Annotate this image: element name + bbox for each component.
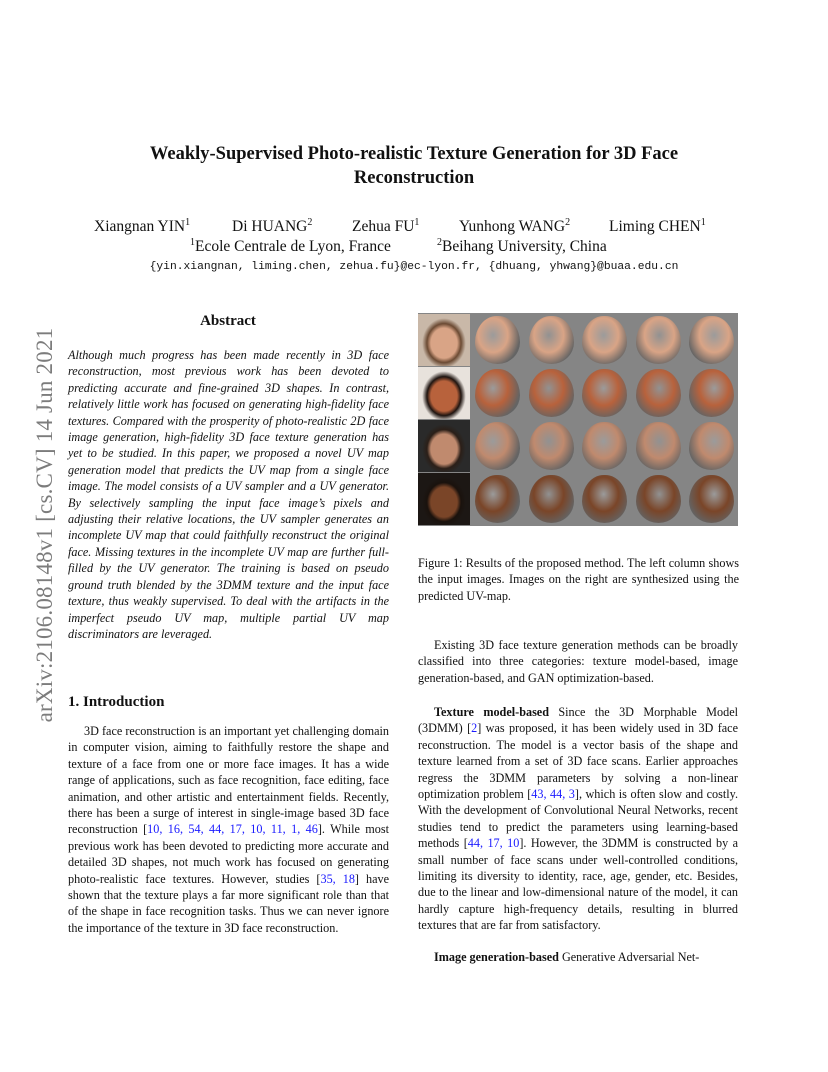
synthesized-face <box>582 369 627 417</box>
input-face-photo <box>418 367 470 419</box>
synthesized-face <box>529 316 574 364</box>
synthesized-face <box>529 369 574 417</box>
abstract-body: Although much progress has been made recently in 3D face reconstruction, most previous work has been devoted to predicting accurate and fine-grained 3D shapes. In contrast, relatively little work has focused on generating high-fidelity face textures. Compared with the prosperity of photo-realistic 2D face image generation, high-fidelity 3D face texture generation has yet to be studied. In this paper, we proposed a novel UV map generation model that predicts the UV map from a single face image. The model consists of a UV sampler and a UV generator. By selectively sampling the input face image’s pixels and adjusting their relative locations, the UV sampler generates an incomplete UV map that could faithfully reconstruct the original face. Missing textures in the incomplete UV map are further full-filled by the UV generator. The training is based on pseudo ground truth blended by the 3DMM texture and the input face texture, thus weakly supervised. To deal with the artifacts in the imperfect pseudo UV map, multiple partial UV map discriminators are leveraged. <box>68 348 389 641</box>
synthesized-face <box>636 422 681 470</box>
body-paragraph: Texture model-based Since the 3D Morphable Model (3DMM) [2] was proposed, it has been widely used in 3D face reconstruction. The model is a vector basis of the shape and texture learned from a set of 3D face scans. Earlier approaches regress the 3DMM parameters by solving a non-linear optimization problem [43, 44, 3], which is often slow and costly. With the development of Convolutional Neural Networks, recent studies tend to predict the parameters using learning-based methods [44, 17, 10]. However, the 3DMM is constructed by a small number of face scans under well-controlled conditions, limiting its diversity to identity, race, age, gender, etc. Besides, due to the linear and low-dimensional nature of the model, it can hardly capture high-frequency details, resulting in blurred textures that are far from satisfactory. <box>418 705 739 933</box>
synthesized-face <box>689 316 734 364</box>
author: Liming CHEN$^1$ <box>609 216 706 235</box>
synthesized-face <box>475 475 520 523</box>
synthesized-face <box>582 422 627 470</box>
introduction-paragraph: 3D face reconstruction is an important yet challenging domain in computer vision, aiming to faithfully restore the shape and texture of a face from one or more face images. It has a wide range of applications, such as face recognition, face editing, face animation, and other artistic and entertainment fields. Recently, there has been a surge of interest in single-image based 3D face reconstruction [10, 16, 54, 44, 17, 10, 11, 1, 46]. While most previous work has been devoted to predicting more accurate and detailed 3D shapes, not much work has focused on generating photo-realistic face textures. However, studies [35, 18] have shown that the texture plays a far more significant role than that of the shape in face recognition tasks. Thus we can never ignore the importance of the texture in 3D face reconstruction. <box>68 724 389 935</box>
introduction-heading: 1. Introduction <box>68 694 165 710</box>
synthesized-face <box>636 316 681 364</box>
affiliation: $^1$Ecole Centrale de Lyon, France <box>190 236 391 255</box>
body-paragraph: Image generation-based Generative Adversarial Net- <box>434 950 700 964</box>
synthesized-face <box>475 316 520 364</box>
author: Zehua $FU^1$ <box>352 216 420 235</box>
input-face-photo <box>418 420 470 472</box>
synthesized-face <box>689 422 734 470</box>
body-paragraph: Existing 3D face texture generation methods can be broadly classified into three categories: texture model-based, image generation-based, and GAN optimization-based. <box>418 638 738 685</box>
arxiv-stamp <box>20 290 70 760</box>
abstract-heading: Abstract <box>200 313 256 329</box>
input-face-photo <box>418 473 470 525</box>
author: Di HUANG$^2$ <box>232 216 313 235</box>
synthesized-face <box>689 369 734 417</box>
paper-title: Weakly-Supervised Photo-realistic Texture Generation for 3D Face Reconstruction <box>149 144 679 188</box>
synthesized-face <box>529 422 574 470</box>
author: Yunhong WANG$^2$ <box>459 216 571 235</box>
affiliation: $^2$Beihang University, China <box>437 236 607 255</box>
citation-link[interactable]: 2 <box>471 721 478 736</box>
author: Xiangnan YIN$^1$ <box>94 216 191 235</box>
citation-link[interactable]: 10, 16, 54, 44, 17, 10, 11, 1, 46 <box>147 822 318 837</box>
citation-link[interactable]: 43, 44, 3 <box>531 787 575 802</box>
synthesized-face <box>582 475 627 523</box>
synthesized-face <box>689 475 734 523</box>
synthesized-face <box>475 369 520 417</box>
input-face-photo <box>418 314 470 366</box>
figure-caption: Figure 1: Results of the proposed method. The left column shows the input images. Images on the right are synthesized using the predicted UV-map. <box>418 556 739 603</box>
synthesized-face <box>636 475 681 523</box>
citation-link[interactable]: 35, 18 <box>320 871 355 886</box>
synthesized-face <box>582 316 627 364</box>
citation-link[interactable]: 44, 17, 10 <box>467 836 520 851</box>
synthesized-face <box>475 422 520 470</box>
figure-1-image <box>418 313 738 526</box>
synthesized-face <box>636 369 681 417</box>
synthesized-face <box>529 475 574 523</box>
author-emails: {yin.xiangnan, liming.chen, zehua.fu}@ec-lyon.fr, {dhuang, yhwang}@buaa.edu.cn <box>149 261 679 273</box>
arxiv-stamp-text: arXiv:2106.08148v1 [cs.CV] 14 Jun 2021 <box>32 327 57 723</box>
